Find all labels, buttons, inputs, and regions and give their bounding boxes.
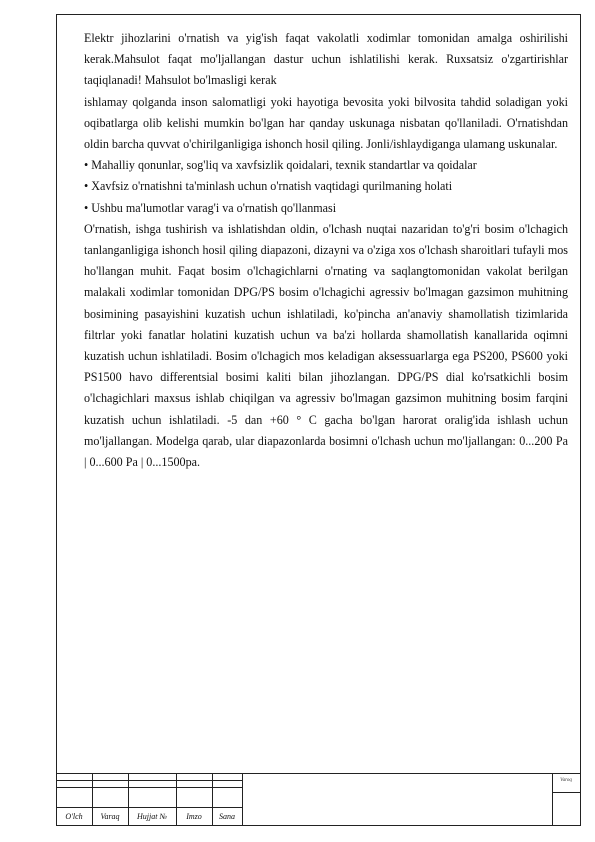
bullet-item: • Xavfsiz o'rnatishni ta'minlash uchun o'rnatish vaqtidagi qurilmaning holati	[84, 179, 453, 194]
paragraph-intro: Elektr jihozlarini o'rnatish va yig'ish faqat vakolatli xodimlar tomonidan amalga oshirilishi kerak.Mahsulot faqat mo'ljallangan dastur uchun ishlatilishi kerak. Ruxsatsiz o'zgartirishlar taqiqlanadi! Mahsulot bo'lmasligi kerak	[84, 31, 568, 88]
stamp-label-sana: Sana	[219, 812, 235, 821]
stamp-label-varoq: Varaq	[100, 812, 120, 821]
stamp-row-line	[56, 787, 242, 788]
paragraph-description: O'rnatish, ishga tushirish va ishlatishdan oldin, o'lchash nuqtai nazaridan to'g'ri bosim o'lchagich tanlanganligiga ishonch hosil qiling diapazoni, dizayni va o'ziga xos o'lchash sharoitlari tufayli mos ho'llangan muhit. Faqat bosim o'lchagichlarni o'rnating va saqlangtomonidan vakolat berilgan malakali xodimlar tomonidan DPG/PS bosim o'lchagichi agressiv bo'lmagan gazsimon muhitning bosimining pasayishini kuzatish uchun ishlatiladi, ko'pincha an'anaviy shamollatish tizimlarida filtrlar yoki fanatlar holatini kuzatish uchun va ba'zi hollarda shamollatish kanallarida oqimni kuzatish uchun ishlatiladi. Bosim o'lchagich mos keladigan aksessuarlarga ega PS200, PS600 yoki PS1500 havo differentsial bosimi kaliti bilan jihozlangan. DPG/PS dial ko'rsatkichli bosim o'lchagichlari maxsus ishlab chiqilgan va agressiv bo'lmagan gazsimon muhitning bosim farqini kuzatish uchun ishlatiladi. -5 dan +60 ° C gacha bo'lgan harorat oralig'ida ishlash uchun mo'ljallangan. Modelga qarab, ular diapazonlarda bosimni o'lchash uchun mo'ljallangan: 0...200 Pa | 0...600 Pa | 0...1500pa.	[84, 221, 568, 470]
stamp-col-line	[242, 774, 243, 826]
stamp-row-line	[56, 780, 242, 781]
stamp-row-line	[552, 792, 581, 793]
stamp-label-imzo: Imzo	[186, 812, 202, 821]
document-body	[84, 28, 568, 473]
paragraph-safety: ishlamay qolganda inson salomatligi yoki hayotiga bevosita yoki bilvosita tahdid soladigan yoki oqibatlarga olib kelishi mumkin bo'lgan har qanday uskunaga nisbatan qo'llaniladi. O'rnatishdan oldin barcha quvvat o'chirilganligiga ishonch hosil qiling. Jonli/ishlaydiganga ulamang uskunalar.	[84, 94, 568, 152]
bullet-item: • Ushbu ma'lumotlar varag'i va o'rnatish qo'llanmasi	[84, 200, 337, 215]
stamp-label-varoq-right: Varoq	[560, 778, 572, 783]
stamp-label-olch: O'lch	[65, 812, 83, 821]
stamp-label-hujjat: Hujjat №	[137, 812, 167, 821]
title-block	[56, 773, 581, 826]
bullet-item: • Mahalliy qonunlar, sog'liq va xavfsizlik qoidalari, texnik standartlar va qoidalar	[84, 158, 477, 173]
